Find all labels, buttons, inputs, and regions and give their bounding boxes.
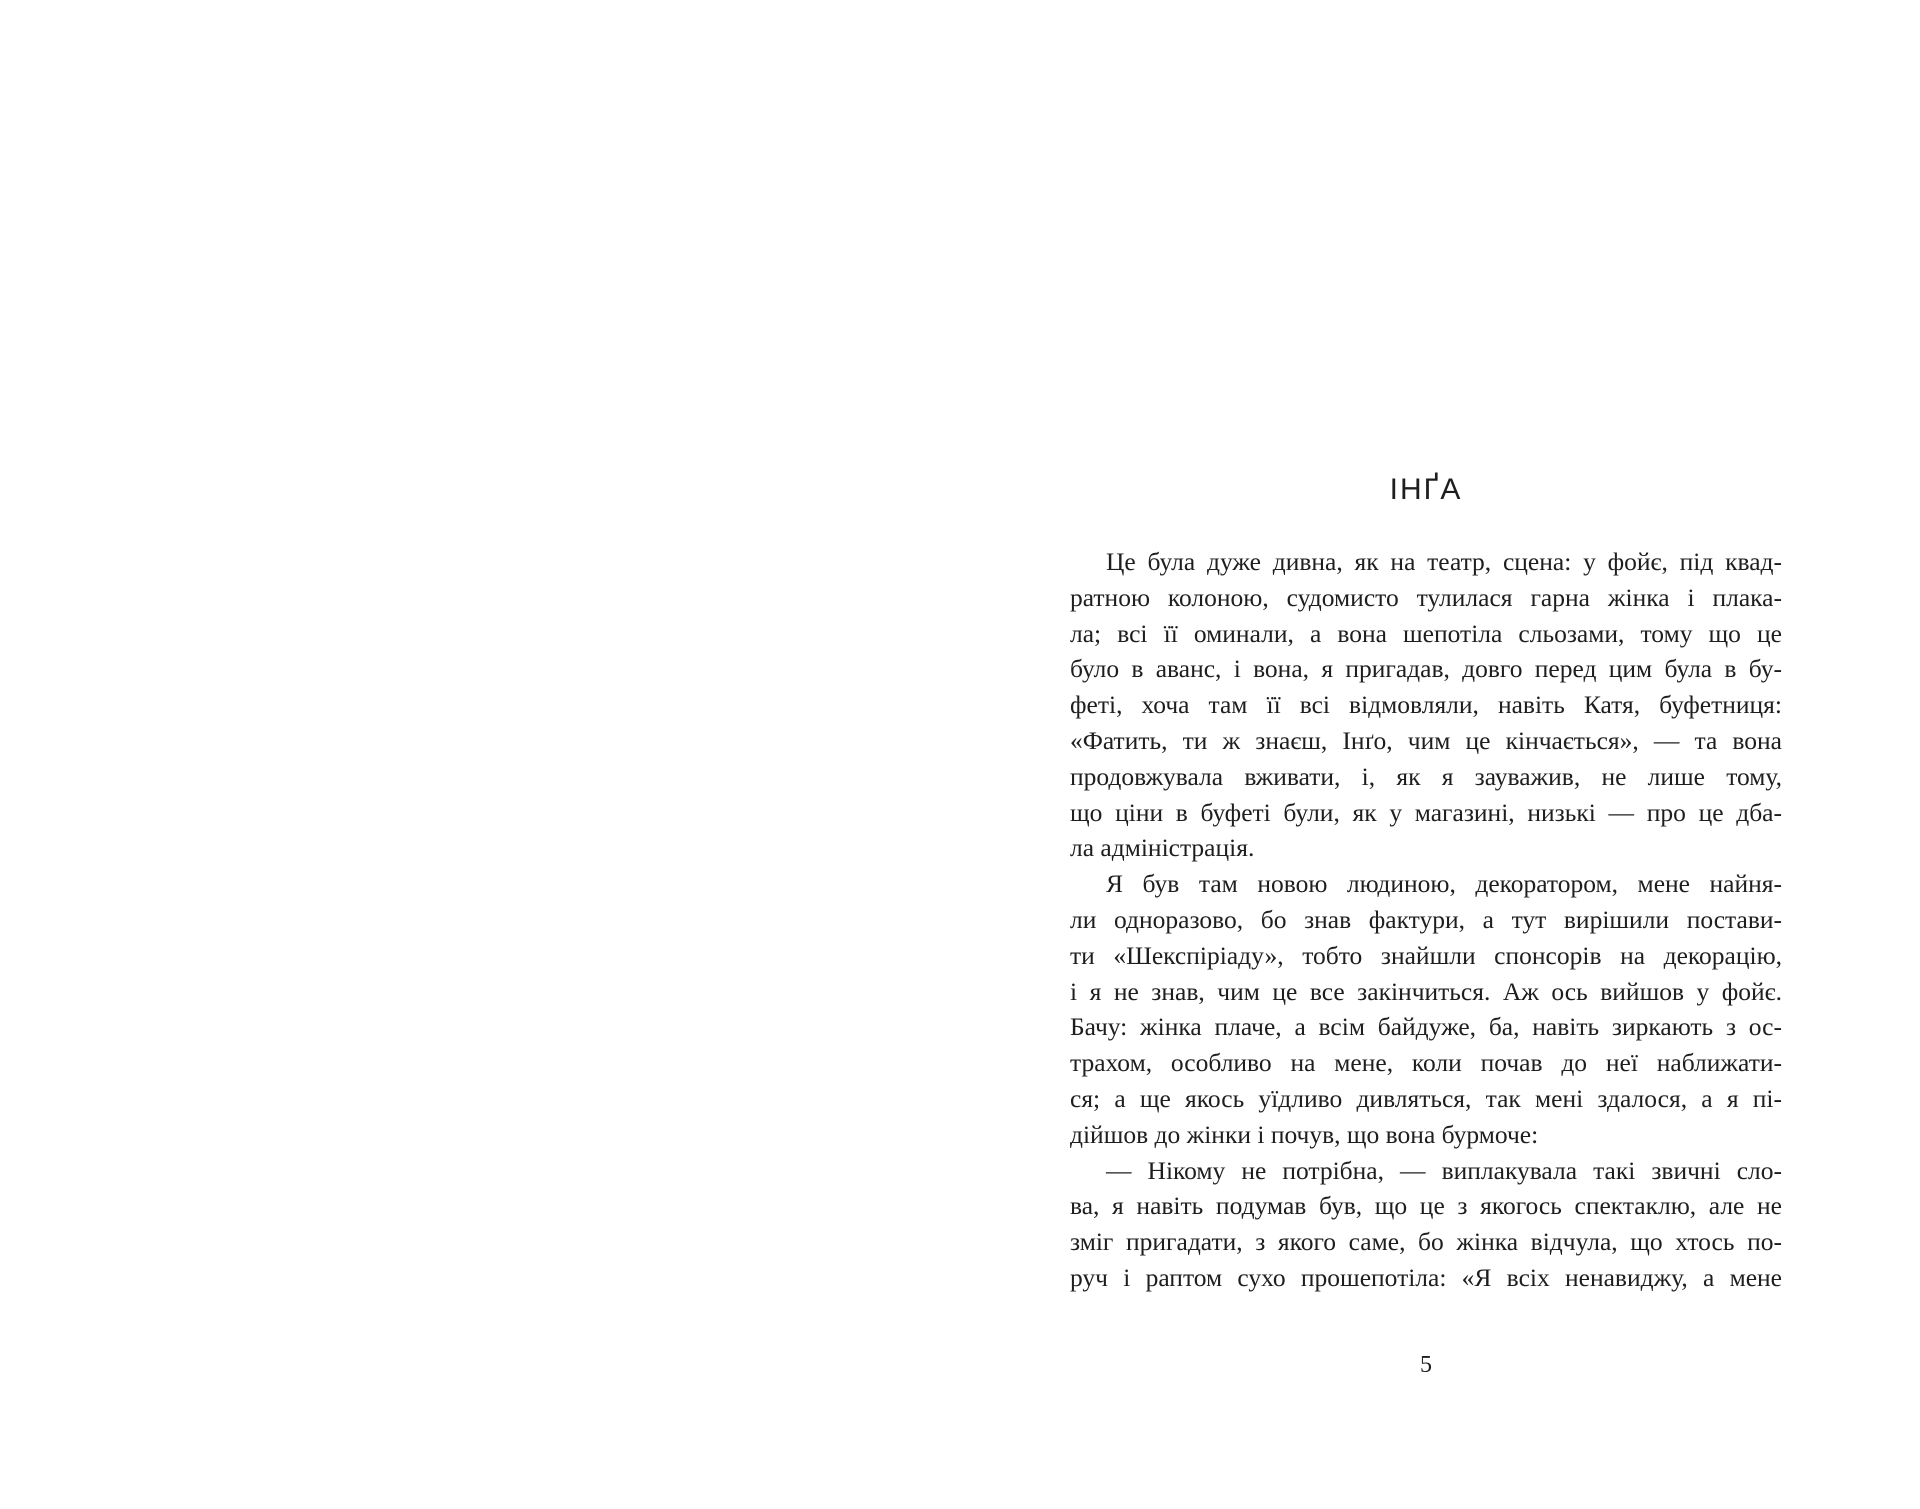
body-text	[1070, 544, 1782, 1296]
text-line: «Фатить, ти ж знаєш, Інґо, чим це кінчається», — та вона	[1070, 725, 1782, 755]
text-line: і я не знав, чим це все закінчиться. Аж ось вийшов у фойє.	[1070, 976, 1782, 1006]
text-line: Це була дуже дивна, як на театр, сцена: у фойє, під квад-	[1106, 547, 1782, 576]
text-line: руч і раптом сухо прошепотіла: «Я всіх ненавиджу, а мене	[1070, 1262, 1782, 1292]
text-line: ва, я навіть подумав був, що це з якогось спектаклю, але не	[1070, 1191, 1782, 1221]
chapter-title: ІНҐА	[1389, 473, 1463, 506]
text-line: Я був там новою людиною, декоратором, мене найня-	[1106, 869, 1782, 899]
text-line: ла; всі її оминали, а вона шепотіла сльозами, тому що це	[1070, 618, 1782, 648]
text-line: дійшов до жінки і почув, що вона бурмоче:	[1070, 1119, 1539, 1149]
text-line: ся; а ще якось уїдливо дивляться, так мені здалося, а я пі-	[1070, 1083, 1782, 1113]
text-line: Бачу: жінка плаче, а всім байдуже, ба, навіть зиркають з ос-	[1070, 1012, 1782, 1042]
text-line: феті, хоча там її всі відмовляли, навіть Катя, буфетниця:	[1070, 690, 1782, 720]
text-line: трахом, особливо на мене, коли почав до неї наближати-	[1070, 1048, 1782, 1078]
text-line: — Нікому не потрібна, — виплакувала такі звичні сло-	[1106, 1155, 1782, 1185]
text-line: що ціни в буфеті були, як у магазині, низькі — про це дба-	[1070, 797, 1782, 827]
text-line: зміг пригадати, з якого саме, бо жінка відчула, що хтось по-	[1070, 1227, 1782, 1257]
text-line: продовжувала вживати, і, як я зауважив, не лише тому,	[1070, 761, 1782, 791]
page-number: 5	[1420, 1352, 1432, 1378]
text-line: було в аванс, і вона, я пригадав, довго перед цим була в бу-	[1070, 654, 1782, 684]
text-line: ти «Шекспіріаду», тобто знайшли спонсорів на декорацію,	[1070, 940, 1782, 970]
text-line: ратною колоною, судомисто тулилася гарна жінка і плака-	[1070, 582, 1782, 612]
text-line: ли одноразово, бо знав фактури, а тут вирішили постави-	[1070, 904, 1782, 934]
text-line: ла адміністрація.	[1070, 833, 1255, 863]
